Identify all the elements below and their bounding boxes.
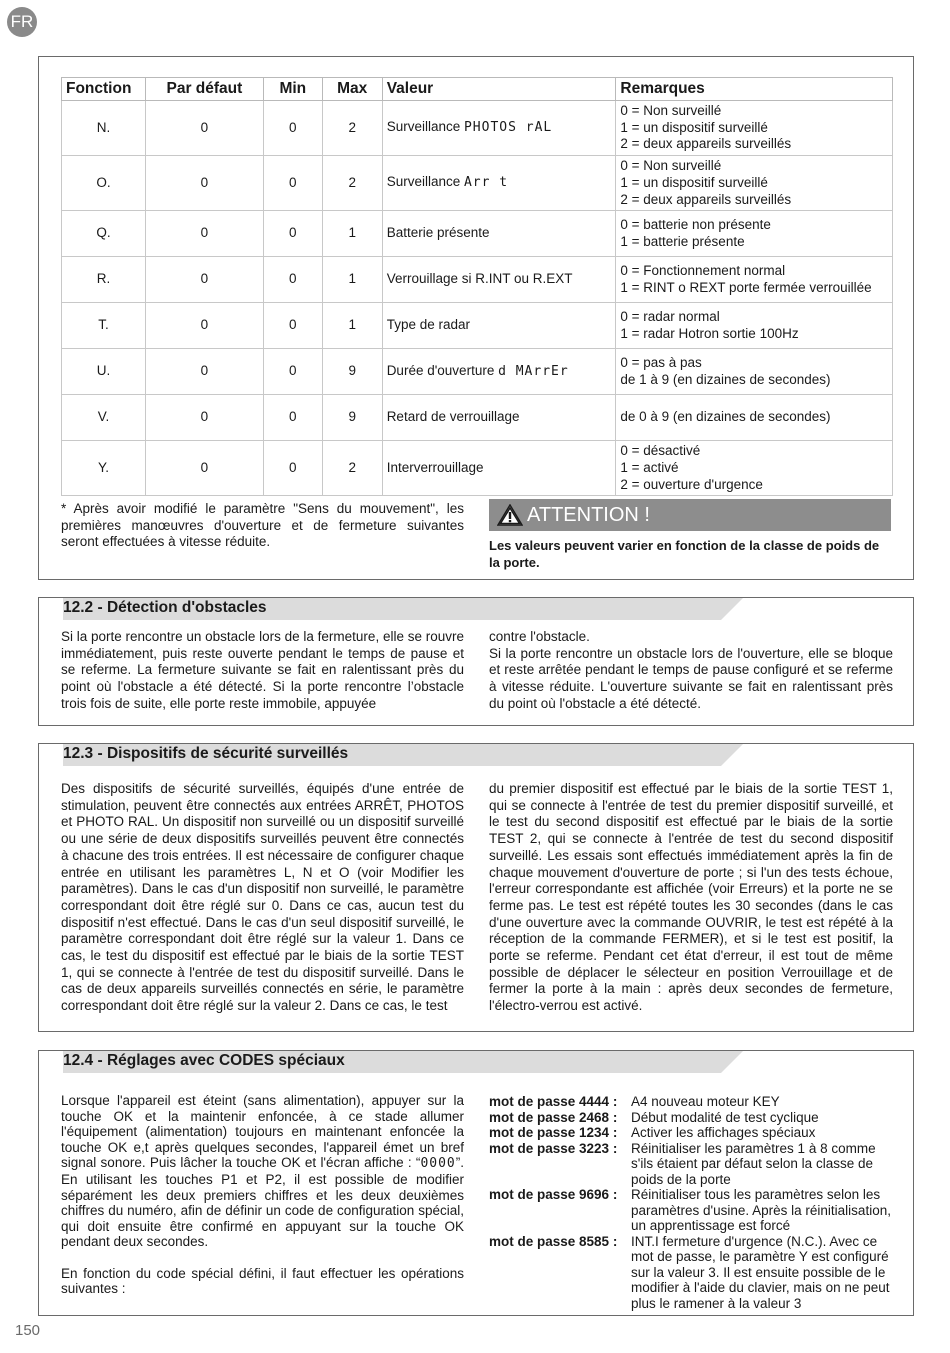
cell-max: 1 [322,257,382,303]
password-label: mot de passe 2468 : [489,1109,618,1125]
cell-remarques: 0 = pas à pas de 1 à 9 (en dizaines de secondes) [616,349,893,395]
table-header-row [62,78,893,101]
password-item [489,1125,893,1141]
cell-min: 0 [263,349,322,395]
value-text: Retard de verrouillage [386,409,520,425]
attention-banner [489,499,891,531]
table-row [62,101,893,156]
cell-valeur [382,156,616,211]
value-text: Surveillance [386,119,464,135]
section-12-3-left-column: Des dispositifs de sécurité surveillés, équipés d'une entrée de stimulation, peuvent être connectés aux entrées ARRÊT, PHOTOS et PHOTO RAL. Un dispositif non surveillé ou un dispositif surveillé ou une série de deux dispositifs surveillés peuvent être connectés à chacune des trois entrées. Il est nécessaire de configurer chaque entrée en utilisant les paramètres L, N et O (voir Modifier les paramètres). Dans le cas d'un dispositif non surveillé, le paramètre correspondant doit être réglé sur 0. Dans ce cas, aucun test du dispositif n'est effectué. Dans le cas d'un seul dispositif surveillé, le paramètre correspondant doit être réglé sur la valeur 1. Dans ce cas, le test du dispositif est effectué par le biais de la sortie TEST 1, qui se connecte à l'entrée de test du dispositif surveillé. Dans le cas de deux appareils surveillés connectés en série, le paramètre correspondant doit être réglé sur la valeur 2. Dans ce cas, le test [61,781,464,1014]
cell-max: 1 [322,211,382,257]
cell-valeur [382,395,616,441]
value-text: Type de radar [386,317,470,333]
parameter-table-box [38,56,914,580]
password-item [489,1094,893,1110]
section-12-2-left-column: Si la porte rencontre un obstacle lors de la fermeture, elle se rouvre immédiatement, puis reste ouverte pendant le temps de pause et se referme. La fermeture suivante se fait en ralentissant près du point où l'obstacle a été détecté. Si la porte rencontre l’obstacle trois fois de suite, elle porte reste immobile, appuyée [61,629,464,711]
cell-par-defaut: 0 [145,303,263,349]
cell-remarques: 0 = Non surveillé 1 = un dispositif surveillé 2 = deux appareils surveillés [616,101,893,156]
password-label: mot de passe 3223 : [489,1140,618,1156]
cell-fonction: T. [62,303,146,349]
cell-max: 9 [322,395,382,441]
cell-par-defaut: 0 [145,395,263,441]
password-item [489,1234,893,1312]
cell-remarques: 0 = Fonctionnement normal 1 = RINT o REXT porte fermée verrouillée [616,257,893,303]
password-description: Réinitialiser les paramètres 1 à 8 comme s'ils étaient par défaut selon la classe de poids de la porte [631,1140,876,1187]
cell-fonction: U. [62,349,146,395]
password-description: Début modalité de test cyclique [631,1109,819,1125]
cell-valeur [382,101,616,156]
parameter-table [61,77,893,496]
section-12-2 [38,597,914,726]
section-title-12-4: 12.4 - Réglages avec CODES spéciaux [63,1052,345,1069]
value-text: Durée d'ouverture [386,362,499,378]
display-code: Arr t [463,175,509,191]
display-code-0000: 0000 [420,1156,456,1172]
header-par-defaut: Par défaut [145,78,263,101]
password-item [489,1141,893,1188]
section-12-2-right-column: contre l'obstacle. Si la porte rencontre un obstacle lors de l'ouverture, elle se bloque et reste arrêtée pendant le temps de pause configuré et se referme à vitesse réduite. L'ouverture suivante se fait en ralentissant près du point où l'obstacle a été détecté. [489,629,893,711]
password-description: INT.I fermeture d'urgence (N.C.). Avec ce mot de passe, le paramètre Y est configuré sur la valeur 3. Il est ensuite possible de le modifier à l'aide du clavier, mais on ne peut plus le ramener à la valeur 3 [631,1233,890,1311]
value-text: Interverrouillage [386,459,484,475]
special-codes-intro-cont: ”. En utilisant les touches P1 et P2, il est possible de modifier séparément les deux premiers chiffres et les deux deuxièmes chiffres du numéro, afin de définir un code de configuration spécial, qui doit ensuite être confirmé en appuyant sur la touche OK pendant deux secondes. [61,1155,464,1250]
cell-max: 2 [322,156,382,211]
section-12-4-left-column [61,1093,464,1297]
password-description: Réinitialiser tous les paramètres selon les paramètres d'usine. Après la réinitialisation, un apprentissage est forcé [631,1187,891,1233]
section-12-3-right-column: du premier dispositif est effectué par le biais de la sortie TEST 1, qui se connecte à l'entrée de test du premier dispositif surveillé, et le test du second dispositif est effectué par le biais de la sortie TEST 2, qui se connecte à l'entrée de test du second dispositif surveillé. Les essais sont effectués immédiatement après la fin de chaque mouvement d'ouverture de porte ; si l'un des tests échoue, l'erreur correspondante est affichée (voir Erreurs) et la porte ne se ferme pas. Le test est répété toutes les 30 secondes (dans le cas d'une ouverture avec la commande OUVRIR, le test est répété à la réception de la commande FERMER), et si le test est positif, la porte se referme. Pendant cet état d'erreur, il est tout de même possible de déplacer le sélecteur en position Verrouillage et de fermer la porte à la main : après deux secondes de fermeture, l'électro-verrou est activé. [489,781,893,1014]
section-12-3 [38,743,914,1032]
header-fonction: Fonction [62,78,146,101]
value-text: Surveillance [386,174,464,190]
cell-par-defaut: 0 [145,441,263,496]
password-list [489,1094,893,1311]
special-codes-operations: En fonction du code spécial défini, il faut effectuer les opérations suivantes : [61,1265,464,1297]
header-remarques: Remarques [616,78,893,101]
cell-fonction: O. [62,156,146,211]
table-row [62,303,893,349]
table-row [62,257,893,303]
table-row [62,211,893,257]
cell-remarques: 0 = radar normal 1 = radar Hotron sortie 100Hz [616,303,893,349]
page-number: 150 [15,1322,41,1339]
cell-valeur [382,349,616,395]
table-row [62,441,893,496]
cell-fonction: R. [62,257,146,303]
cell-min: 0 [263,395,322,441]
password-label: mot de passe 8585 : [489,1233,618,1249]
cell-min: 0 [263,156,322,211]
cell-remarques: 0 = désactivé 1 = activé 2 = ouverture d'urgence [616,441,893,496]
cell-min: 0 [263,211,322,257]
header-min: Min [263,78,322,101]
table-row [62,395,893,441]
warning-icon [497,504,523,526]
attention-title: ATTENTION ! [527,504,650,526]
cell-min: 0 [263,303,322,349]
cell-par-defaut: 0 [145,257,263,303]
cell-remarques: de 0 à 9 (en dizaines de secondes) [616,395,893,441]
password-description: Activer les affichages spéciaux [631,1125,816,1140]
cell-remarques: 0 = batterie non présente 1 = batterie présente [616,211,893,257]
cell-min: 0 [263,101,322,156]
password-item [489,1110,893,1126]
speed-note: * Après avoir modifié le paramètre "Sens du mouvement", les premières manœuvres d'ouverture et de fermeture suivantes seront effectuées à vitesse réduite. [61,501,464,550]
cell-max: 2 [322,101,382,156]
header-valeur: Valeur [382,78,616,101]
cell-valeur [382,303,616,349]
cell-valeur [382,441,616,496]
cell-par-defaut: 0 [145,101,263,156]
cell-fonction: Y. [62,441,146,496]
display-code: PHOTOS rAL [463,120,553,136]
section-12-4 [38,1050,914,1316]
cell-max: 9 [322,349,382,395]
cell-min: 0 [263,441,322,496]
display-code: d MArrEr [498,363,569,379]
cell-par-defaut: 0 [145,156,263,211]
password-item [489,1187,893,1234]
table-row [62,156,893,211]
section-title-12-2: 12.2 - Détection d'obstacles [63,599,267,616]
cell-valeur [382,257,616,303]
attention-text: Les valeurs peuvent varier en fonction de la classe de poids de la porte. [489,538,880,570]
language-badge: FR [7,7,37,37]
cell-fonction: V. [62,395,146,441]
section-title-12-3: 12.3 - Dispositifs de sécurité surveillés [63,745,349,762]
password-label: mot de passe 9696 : [489,1187,618,1202]
cell-max: 1 [322,303,382,349]
cell-par-defaut: 0 [145,211,263,257]
value-text: Batterie présente [386,225,490,241]
cell-par-defaut: 0 [145,349,263,395]
cell-valeur [382,211,616,257]
cell-min: 0 [263,257,322,303]
value-text: Verrouillage si R.INT ou R.EXT [386,271,573,287]
cell-fonction: Q. [62,211,146,257]
password-description: A4 nouveau moteur KEY [631,1094,780,1109]
table-row [62,349,893,395]
password-label: mot de passe 1234 : [489,1125,618,1140]
special-codes-intro: Lorsque l'appareil est éteint (sans alimentation), appuyer sur la touche OK et la maintenir enfoncée, à ce stade allumer l'équipement (alimentation) toujours en maintenant enfoncée la touche OK e,t après quelques secondes, l'appareil émet un bref signal sonore. Puis lâcher la touche OK et l'écran affiche : “ [61,1093,464,1171]
cell-fonction: N. [62,101,146,156]
password-label: mot de passe 4444 : [489,1094,618,1109]
header-max: Max [322,78,382,101]
cell-remarques: 0 = Non surveillé 1 = un dispositif surveillé 2 = deux appareils surveillés [616,156,893,211]
cell-max: 2 [322,441,382,496]
